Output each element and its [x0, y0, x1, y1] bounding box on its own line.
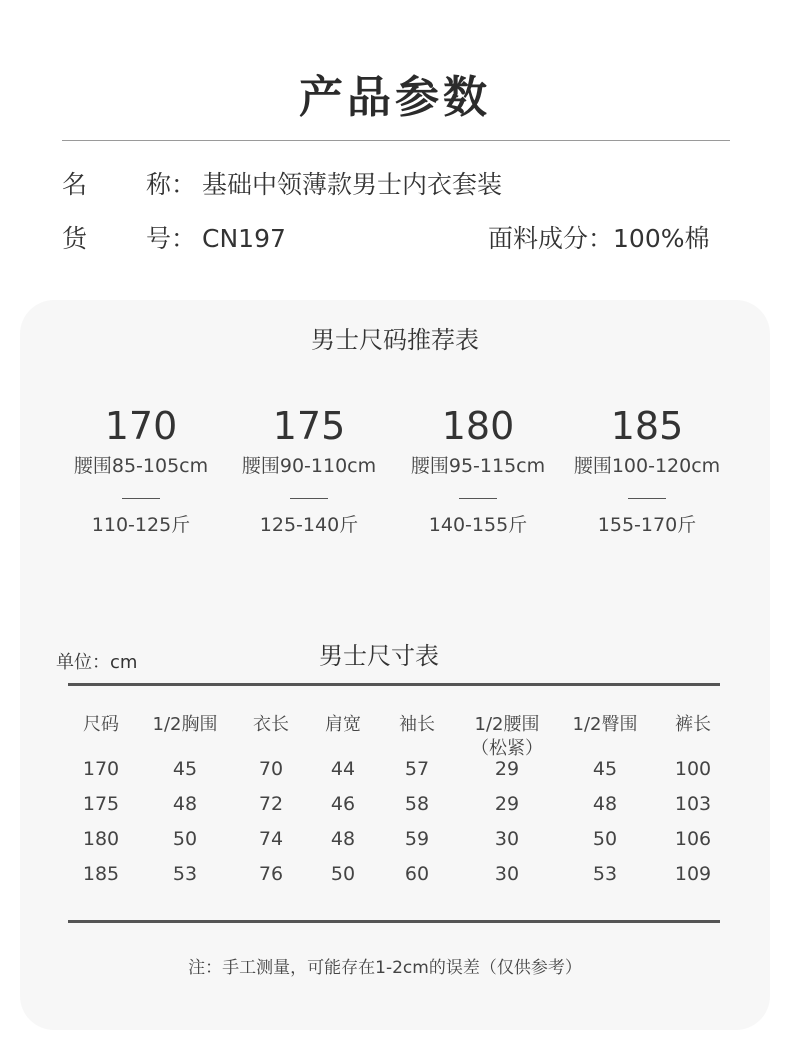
- table-cell: 74: [258, 828, 284, 850]
- page-title: 产品参数: [299, 72, 491, 123]
- recommend-dash: [628, 498, 666, 499]
- recommend-waist: 腰围95-115cm: [410, 455, 546, 477]
- recommend-dash: [290, 498, 328, 499]
- table-cell: 103: [674, 793, 712, 815]
- table-cell: 48: [172, 793, 198, 815]
- table-header: 裤长: [675, 714, 711, 735]
- unit-label: 单位：cm: [56, 652, 138, 673]
- table-cell: 59: [404, 828, 430, 850]
- table-cell: 76: [258, 863, 284, 885]
- recommend-column: [562, 400, 732, 539]
- name-label-b: 称：: [146, 170, 197, 199]
- table-cell: 57: [404, 758, 430, 780]
- table-cell: 29: [494, 793, 520, 815]
- fabric-value: 100%棉: [613, 224, 710, 253]
- table-header: 1/2臀围: [572, 714, 638, 735]
- table-top-rule: [68, 683, 720, 686]
- recommend-column: [56, 400, 226, 539]
- table-cell: 53: [592, 863, 618, 885]
- table-cell: 106: [674, 828, 712, 850]
- table-cell: 70: [258, 758, 284, 780]
- table-header: 袖长: [399, 714, 435, 735]
- sku-value: CN197: [202, 224, 286, 253]
- recommend-weight: 110-125斤: [91, 514, 191, 536]
- table-header: 1/2胸围: [152, 714, 218, 735]
- measurement-note: 注：手工测量，可能存在1-2cm的误差（仅供参考）: [188, 958, 582, 978]
- table-cell: 48: [330, 828, 356, 850]
- fabric-row: [488, 222, 710, 256]
- table-cell: 175: [82, 793, 120, 815]
- table-cell: 30: [494, 863, 520, 885]
- recommend-dash: [122, 498, 160, 499]
- table-cell: 58: [404, 793, 430, 815]
- table-header: 1/2腰围: [474, 714, 540, 735]
- recommend-dash: [459, 498, 497, 499]
- table-cell: 180: [82, 828, 120, 850]
- table-cell: 46: [330, 793, 356, 815]
- recommend-weight: 140-155斤: [428, 514, 528, 536]
- table-cell: 170: [82, 758, 120, 780]
- recommend-waist: 腰围90-110cm: [241, 455, 377, 477]
- sku-label-b: 号：: [146, 224, 197, 253]
- sku-label-a: 货: [62, 224, 88, 253]
- table-cell: 30: [494, 828, 520, 850]
- table-cell: 72: [258, 793, 284, 815]
- table-cell: 53: [172, 863, 198, 885]
- recommend-column: [224, 400, 394, 539]
- recommend-height: 170: [104, 404, 178, 448]
- fabric-label: 面料成分：: [488, 224, 614, 253]
- table-cell: 48: [592, 793, 618, 815]
- table-cell: 45: [592, 758, 618, 780]
- table-cell: 100: [674, 758, 712, 780]
- table-cell: 45: [172, 758, 198, 780]
- size-table-title: 男士尺寸表: [319, 642, 439, 670]
- recommend-height: 175: [272, 404, 346, 448]
- table-cell: 109: [674, 863, 712, 885]
- recommend-height: 185: [610, 404, 684, 448]
- product-name-value: 基础中领薄款男士内衣套装: [202, 170, 503, 199]
- table-header-sub: （松紧）: [471, 738, 543, 759]
- recommend-waist: 腰围100-120cm: [573, 455, 721, 477]
- table-header: 肩宽: [325, 714, 361, 735]
- table-header: 尺码: [83, 714, 119, 735]
- title-divider: [62, 140, 730, 141]
- name-label-a: 名: [62, 170, 88, 199]
- table-cell: 185: [82, 863, 120, 885]
- recommend-title: 男士尺码推荐表: [311, 326, 479, 354]
- recommend-height: 180: [441, 404, 515, 448]
- recommend-waist: 腰围85-105cm: [73, 455, 209, 477]
- recommend-weight: 155-170斤: [597, 514, 697, 536]
- table-cell: 44: [330, 758, 356, 780]
- table-cell: 60: [404, 863, 430, 885]
- recommend-weight: 125-140斤: [259, 514, 359, 536]
- table-cell: 29: [494, 758, 520, 780]
- table-bottom-rule: [68, 920, 720, 923]
- table-cell: 50: [330, 863, 356, 885]
- table-cell: 50: [592, 828, 618, 850]
- table-header: 衣长: [253, 714, 289, 735]
- recommend-column: [393, 400, 563, 539]
- table-cell: 50: [172, 828, 198, 850]
